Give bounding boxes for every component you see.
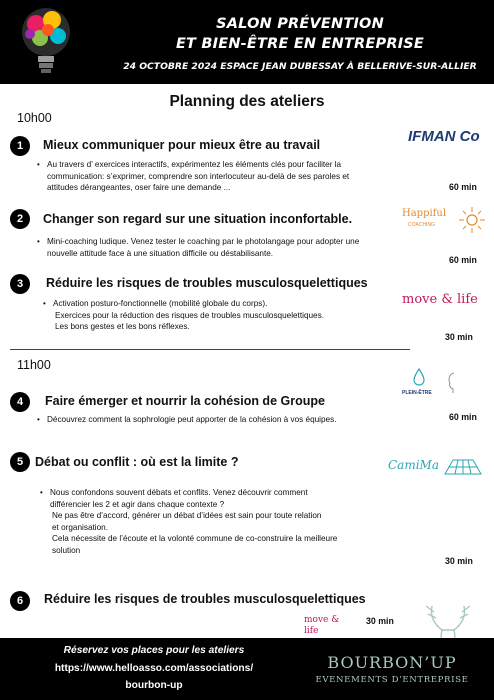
session-time-2: 11h00 xyxy=(17,358,51,372)
footer-cta: Réservez vos places pour les ateliers xyxy=(63,645,245,656)
workshop-duration-4: 60 min xyxy=(449,412,477,422)
footer-link-line2[interactable]: bourbon-up xyxy=(125,680,183,691)
move-and-life-logo: move & life xyxy=(402,292,478,307)
workshop-number-1: 1 xyxy=(10,136,30,156)
bourbon-up-tagline: EVENEMENTS D’ENTREPRISE xyxy=(315,675,469,685)
workshop-desc-1: • Au travers d’ exercices interactifs, expérimentez les éléments clés pour faciliter la communication: s’exprimer, comprendre son interlocuteur au-delà de ses paroles et attitudes dérangeantes, oser faire une demande ... xyxy=(37,160,350,192)
workshop-desc-3: • Activation posturo-fonctionnelle (mobilité globale du corps). Exercices pour la réduction des risques de troubles musculosquelettiques. Les bons gestes et les bons réflexes. xyxy=(43,299,324,331)
bullet-icon: • xyxy=(43,299,46,308)
workshop-duration-2: 60 min xyxy=(449,255,477,265)
workshop-title-1: Mieux communiquer pour mieux être au travail xyxy=(43,138,321,152)
plein-etre-logo: PLEIN-ÊTRE xyxy=(400,368,470,402)
header-subtitle: 24 OCTOBRE 2024 ESPACE JEAN DUBESSAY À BELLERIVE-SUR-ALLIER xyxy=(123,61,477,72)
session-time-1: 10h00 xyxy=(17,111,52,125)
workshop-duration-5: 30 min xyxy=(445,556,473,566)
session-divider xyxy=(10,349,410,350)
workshop-title-4: Faire émerger et nourrir la cohésion de Groupe xyxy=(45,394,325,408)
workshop-title-6: Réduire les risques de troubles musculosquelettiques xyxy=(44,592,366,606)
bullet-icon: • xyxy=(37,237,40,246)
workshop-duration-6: 30 min xyxy=(366,616,394,626)
page-title: Planning des ateliers xyxy=(169,93,325,110)
workshop-duration-1: 60 min xyxy=(449,182,477,192)
workshop-number-2: 2 xyxy=(10,209,30,229)
lightbulb-icon xyxy=(12,4,80,84)
waves-icon xyxy=(444,456,482,476)
happiful-logo: Happiful COACHING xyxy=(402,206,488,234)
bullet-icon: • xyxy=(40,488,43,497)
workshop-number-5: 5 xyxy=(10,452,30,472)
ifmanco-logo: IFMAN Co xyxy=(408,128,480,145)
bullet-icon: • xyxy=(37,415,40,424)
workshop-desc-4: • Découvrez comment la sophrologie peut apporter de la cohésion à vos équipes. xyxy=(37,415,337,424)
bullet-icon: • xyxy=(37,160,40,169)
footer-link-line1[interactable]: https://www.helloasso.com/associations/ xyxy=(54,663,254,674)
header-banner xyxy=(0,0,494,84)
workshop-number-4: 4 xyxy=(10,392,30,412)
camima-logo: CamiMa xyxy=(388,456,484,480)
workshop-desc-5: • Nous confondons souvent débats et conflits. Venez découvrir comment différencier les 2 et agir dans chaque contexte ? Ne pas être d’accord, générer un débat d’idées est sain pour toute relation et organisation. Cela nécessite de l’écoute et la volonté commune de co-construire la meilleure solution xyxy=(40,488,338,555)
bourbon-up-brand: BOURBON’UP xyxy=(327,653,457,672)
workshop-desc-2: • Mini-coaching ludique. Venez tester le coaching par le photolangage pour adopter une nouvelle attitude face à une situation difficile ou déstabilisante. xyxy=(37,237,360,258)
workshop-title-5: Débat ou conflit : où est la limite ? xyxy=(35,455,239,469)
sun-icon xyxy=(458,206,486,234)
workshop-number-3: 3 xyxy=(10,274,30,294)
drop-icon xyxy=(412,368,426,386)
workshop-title-3: Réduire les risques de troubles musculosquelettiques xyxy=(46,276,368,290)
header-title-line1: SALON PRÉVENTION xyxy=(216,16,384,32)
workshop-title-2: Changer son regard sur une situation inconfortable. xyxy=(43,212,353,226)
workshop-duration-3: 30 min xyxy=(445,332,473,342)
workshop-number-6: 6 xyxy=(10,591,30,611)
move-and-life-logo-small: move & life xyxy=(304,615,340,636)
header-title-line2: ET BIEN-ÊTRE EN ENTREPRISE xyxy=(175,36,425,52)
face-profile-icon xyxy=(444,372,462,394)
